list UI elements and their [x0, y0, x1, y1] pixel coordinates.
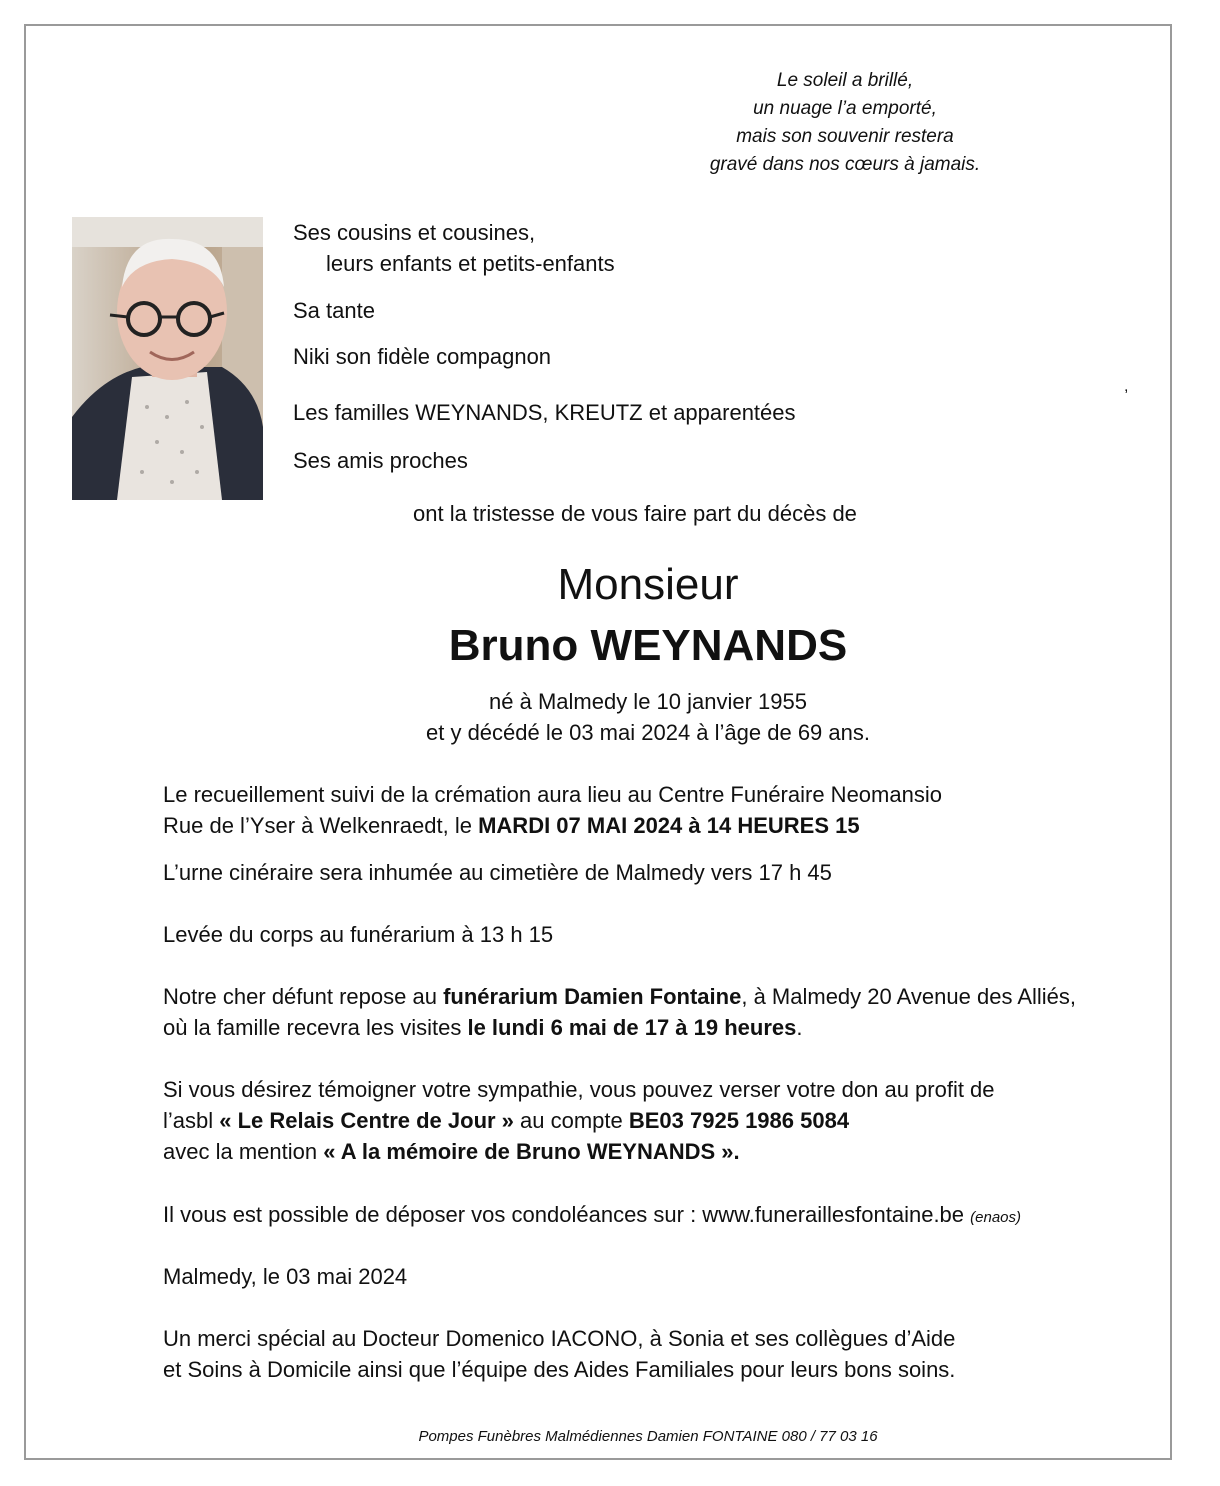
urn-info: L’urne cinéraire sera inhumée au cimetière de Malmedy vers 17 h 45	[163, 860, 832, 885]
visits-suffix: .	[796, 1015, 803, 1040]
family-aunt: Sa tante	[293, 298, 375, 323]
donation-line-2	[163, 1108, 849, 1134]
family-companion: Niki son fidèle compagnon	[293, 344, 552, 369]
poem-line-4: gravé dans nos cœurs à jamais.	[709, 154, 981, 175]
deceased-died: et y décédé le 03 mai 2024 à l’âge de 69 ans.	[426, 720, 870, 745]
rest-prefix: Notre cher défunt repose au	[163, 984, 444, 1009]
announcement: ont la tristesse de vous faire part du décès de	[413, 501, 857, 526]
poem-line-3: mais son souvenir restera	[736, 126, 954, 147]
condolences-text: Il vous est possible de déposer vos condoléances sur : www.funeraillesfontaine.be	[163, 1202, 965, 1227]
stray-comma: ,	[1124, 378, 1129, 395]
footer-funeral-home: Pompes Funèbres Malmédiennes Damien FONTAINE 080 / 77 03 16	[418, 1428, 878, 1445]
donation-account-prefix: au compte	[513, 1108, 629, 1133]
family-cousins-children: leurs enfants et petits-enfants	[326, 251, 615, 276]
rest-address: , à Malmedy 20 Avenue des Alliés,	[741, 984, 1077, 1009]
donation-line-3	[163, 1139, 740, 1165]
place-date: Malmedy, le 03 mai 2024	[163, 1264, 408, 1289]
donation-line-1: Si vous désirez témoigner votre sympathie, vous pouvez verser votre don au profit de	[163, 1077, 995, 1102]
ceremony-line-1: Le recueillement suivi de la crémation aura lieu au Centre Funéraire Neomansio	[163, 782, 942, 807]
donation-account: BE03 7925 1986 5084	[628, 1108, 850, 1133]
poem-line-2: un nuage l’a emporté,	[753, 98, 937, 119]
thanks-line-1: Un merci spécial au Docteur Domenico IACONO, à Sonia et ses collègues d’Aide	[163, 1326, 956, 1351]
donation-asbl-prefix: l’asbl	[163, 1108, 220, 1133]
family-cousins: Ses cousins et cousines,	[293, 220, 536, 245]
poem-line-1: Le soleil a brillé,	[776, 70, 914, 91]
family-friends: Ses amis proches	[293, 448, 468, 473]
rest-line-1	[163, 984, 1076, 1010]
ceremony-line-2	[163, 813, 860, 839]
funerarium-name: funérarium Damien Fontaine	[443, 984, 742, 1009]
visits-time: le lundi 6 mai de 17 à 19 heures	[467, 1015, 797, 1040]
deceased-born: né à Malmedy le 10 janvier 1955	[489, 689, 807, 714]
visits-prefix: où la famille recevra les visites	[163, 1015, 468, 1040]
donation-mention: « A la mémoire de Bruno WEYNANDS ».	[323, 1139, 740, 1164]
condolences-tag: (enaos)	[970, 1209, 1022, 1226]
deceased-title: Monsieur	[557, 560, 739, 609]
donation-mention-prefix: avec la mention	[163, 1139, 324, 1164]
thanks-line-2: et Soins à Domicile ainsi que l’équipe des Aides Familiales pour leurs bons soins.	[163, 1357, 956, 1382]
rest-line-2	[163, 1015, 803, 1041]
deceased-portrait	[72, 217, 263, 500]
condolences-line	[163, 1202, 1021, 1228]
family-families: Les familles WEYNANDS, KREUTZ et apparentées	[293, 400, 796, 425]
donation-organisation: « Le Relais Centre de Jour »	[219, 1108, 514, 1133]
levee-info: Levée du corps au funérarium à 13 h 15	[163, 922, 554, 947]
ceremony-place: Rue de l’Yser à Welkenraedt, le	[163, 813, 479, 838]
deceased-name: Bruno WEYNANDS	[448, 621, 848, 670]
ceremony-datetime: MARDI 07 MAI 2024 à 14 HEURES 15	[478, 813, 860, 838]
